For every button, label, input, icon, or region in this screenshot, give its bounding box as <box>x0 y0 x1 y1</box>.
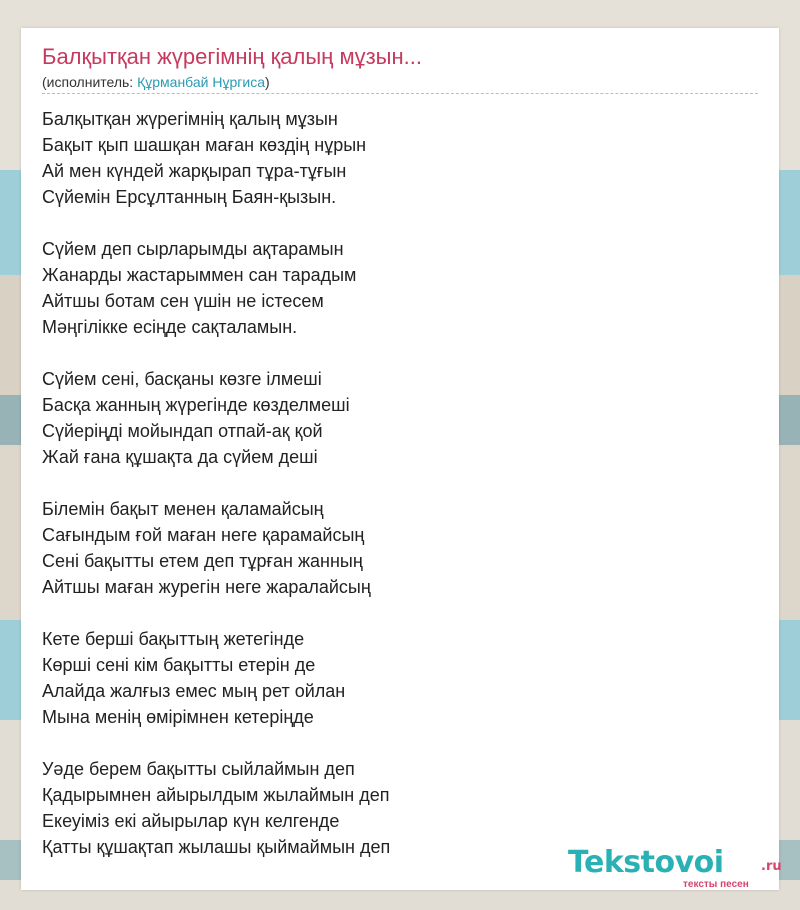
site-logo[interactable] <box>568 845 782 890</box>
lyric-line: Сүйем сені, басқаны көзге ілмеші <box>42 369 322 389</box>
lyrics-text <box>42 106 758 886</box>
artist-line <box>42 74 758 94</box>
stanza <box>42 366 758 470</box>
logo-wordmark: Tekstovoi <box>568 845 724 880</box>
song-title: Балқытқан жүрегімнің қалың мұзын... <box>42 44 422 69</box>
lyric-line: Ай мен күндей жарқырап тұра-тұғын <box>42 161 347 181</box>
stanza <box>42 236 758 340</box>
lyric-line: Басқа жанның жүрегінде көзделмеші <box>42 395 350 415</box>
lyric-line: Сағындым ғой маған неге қарамайсың <box>42 525 365 545</box>
logo-subtitle: тексты песен <box>683 879 749 890</box>
stanza <box>42 496 758 600</box>
lyric-line: Айтшы маған журегін неге жаралайсың <box>42 577 371 597</box>
artist-suffix: ) <box>264 74 270 90</box>
lyric-line: Сүйеріңді мойындап отпай-ақ қой <box>42 421 323 441</box>
lyric-line: Балқытқан жүрегімнің қалың мұзын <box>42 109 338 129</box>
lyric-line: Алайда жалғыз емес мың рет ойлан <box>42 681 346 701</box>
logo-domain: .ru <box>761 859 782 874</box>
lyric-line: Қатты құшақтап жылашы қыймаймын деп <box>42 837 391 857</box>
lyric-line: Сүйем деп сырларымды ақтарамын <box>42 239 344 259</box>
lyric-line: Айтшы ботам сен үшін не істесем <box>42 291 324 311</box>
lyric-line: Кете берші бақыттың жетегінде <box>42 629 305 649</box>
lyric-line: Білемін бақыт менен қаламайсың <box>42 499 324 519</box>
lyric-line: Уәде берем бақытты сыйлаймын деп <box>42 759 355 779</box>
lyric-line: Сүйемін Ерсұлтанның Баян-қызын. <box>42 187 337 207</box>
lyric-line: Сені бақытты етем деп тұрған жанның <box>42 551 363 571</box>
lyric-line: Екеуіміз екі айырылар күн келгенде <box>42 811 340 831</box>
lyric-line: Қадырымнен айырылдым жылаймын деп <box>42 785 390 805</box>
artist-prefix: (исполнитель: <box>42 74 138 90</box>
artist-link[interactable]: Құрманбай Нұргиса <box>137 74 265 90</box>
lyric-line: Бақыт қып шашқан маған көздің нұрын <box>42 135 367 155</box>
lyric-line: Көрші сені кім бақытты етерін де <box>42 655 316 675</box>
lyric-line: Мәңгілікке есіңде сақталамын. <box>42 317 298 337</box>
lyric-line: Мына менің өмірімнен кетеріңде <box>42 707 314 727</box>
lyrics-card <box>21 28 782 890</box>
lyric-line: Жай ғана құшақта да сүйем деші <box>42 447 318 467</box>
lyric-line: Жанарды жастарыммен сан тарадым <box>42 265 357 285</box>
stanza <box>42 106 758 210</box>
stanza <box>42 626 758 730</box>
